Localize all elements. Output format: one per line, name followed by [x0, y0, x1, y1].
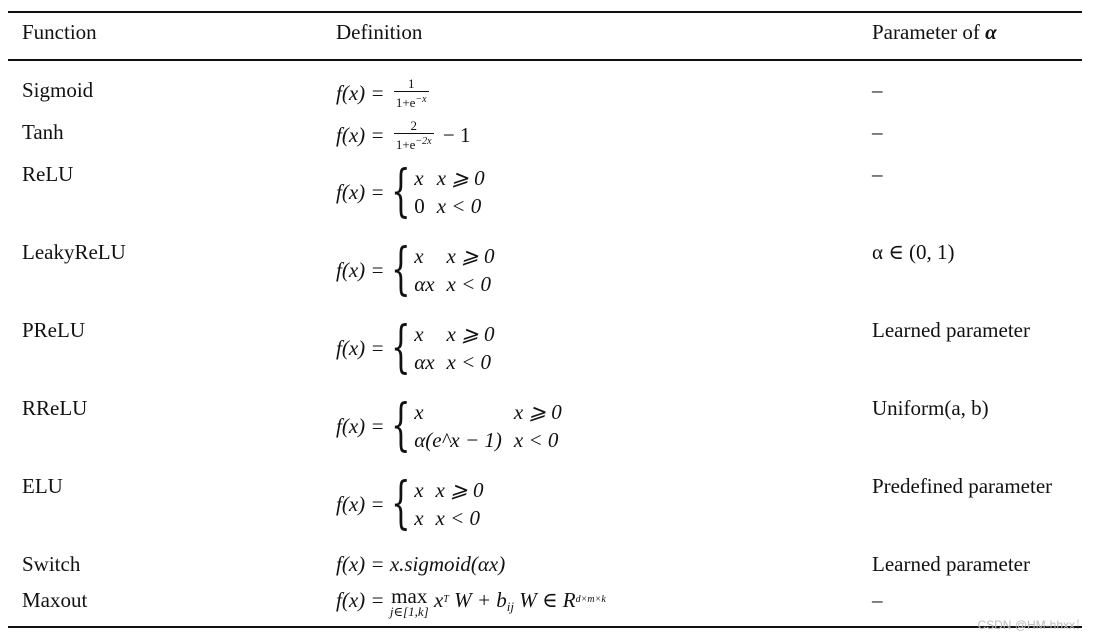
row-name-relu: ReLU: [22, 162, 74, 186]
row-param-elu: Predefined parameter: [872, 474, 1053, 498]
tanh-fraction: $\frac{2}{1+e^{-2x}}$: [395, 118, 432, 152]
row-name-switch: Switch: [22, 552, 81, 576]
formula-prelu: f(x) = { x x ⩾ 0 αx x < 0: [336, 315, 495, 380]
header-function: Function: [22, 20, 97, 44]
header-rule: [8, 59, 1082, 61]
row-param-switch: Learned parameter: [872, 552, 1030, 576]
row-param-prelu: Learned parameter: [872, 318, 1030, 342]
top-rule: [8, 11, 1082, 13]
row-param-sigmoid: –: [872, 78, 883, 102]
sigmoid-fraction: $\frac{1}{1+e^{-x}}$: [395, 76, 427, 110]
formula-elu: f(x) = { x x ⩾ 0 x x < 0: [336, 471, 484, 536]
row-param-leakyrelu: α ∈ (0, 1): [872, 240, 955, 264]
row-param-tanh: –: [872, 120, 883, 144]
bottom-rule: [8, 626, 1082, 628]
maxout-operator: max j∈[1,k]: [389, 584, 429, 619]
row-name-maxout: Maxout: [22, 588, 88, 612]
formula-leakyrelu: f(x) = { x x ⩾ 0 αx x < 0: [336, 237, 495, 302]
formula-maxout: f(x) = max j∈[1,k] $x^T$ $W + b_{ij}$ W ∈ $R^{d\times m\times k}$: [336, 584, 606, 619]
row-name-prelu: PReLU: [22, 318, 85, 342]
row-param-maxout: –: [872, 588, 883, 612]
formula-switch: f(x) = x.sigmoid(αx): [336, 552, 506, 576]
row-param-rrelu: Uniform(a, b): [872, 396, 989, 420]
formula-sigmoid: f(x) = $\frac{1}{1+e^{-x}}$: [336, 76, 427, 110]
formula-relu: f(x) = { x x ⩾ 0 0 x < 0: [336, 159, 485, 224]
formula-tanh: f(x) = $\frac{2}{1+e^{-2x}}$ − 1: [336, 118, 471, 152]
row-name-tanh: Tanh: [22, 120, 64, 144]
row-param-relu: –: [872, 162, 883, 186]
watermark: CSDN @HM-hhxx！: [977, 618, 1087, 632]
row-name-sigmoid: Sigmoid: [22, 78, 94, 102]
header-parameter: Parameter of α: [872, 20, 997, 44]
row-name-leakyrelu: LeakyReLU: [22, 240, 126, 264]
row-name-elu: ELU: [22, 474, 63, 498]
header-definition: Definition: [336, 20, 423, 44]
formula-rrelu: f(x) = { x x ⩾ 0 α(e^x − 1) x < 0: [336, 393, 562, 458]
row-name-rrelu: RReLU: [22, 396, 88, 420]
